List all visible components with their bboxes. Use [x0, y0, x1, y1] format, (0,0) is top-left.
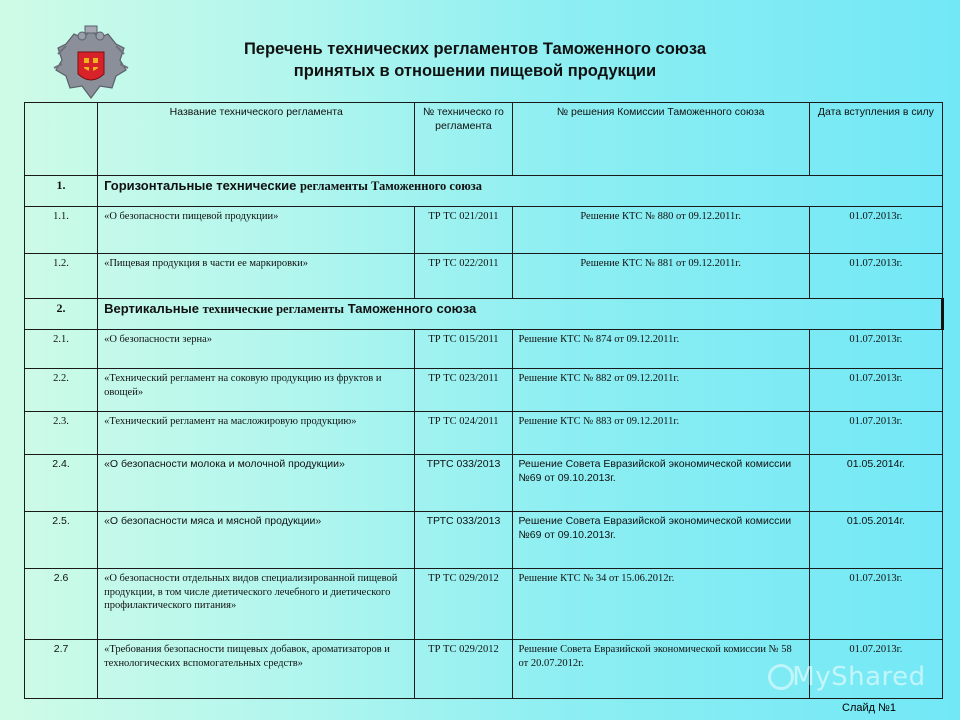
row-tr: ТР ТС 029/2012: [415, 640, 512, 699]
row-num: 2.5.: [25, 512, 98, 569]
table-header-row: [25, 103, 943, 176]
section-row-horizontal: [25, 176, 943, 207]
row-num: 2.4.: [25, 455, 98, 512]
row-num: 1.2.: [25, 254, 98, 299]
table-row: [25, 512, 943, 569]
row-tr: ТРТС 033/2013: [415, 512, 512, 569]
row-decision: Решение Совета Евразийской экономической комиссии №69 от 09.10.2013г.: [512, 512, 809, 569]
page-title: [150, 38, 800, 82]
row-decision: Решение КТС № 874 от 09.12.2011г.: [512, 330, 809, 369]
row-decision: Решение КТС № 883 от 09.12.2011г.: [512, 412, 809, 455]
table-row: [25, 569, 943, 640]
header-num-cell: [25, 103, 98, 176]
row-decision: Решение КТС № 882 от 09.12.2011г.: [512, 369, 809, 412]
row-date: 01.07.2013г.: [809, 330, 942, 369]
title-line-2: принятых в отношении пищевой продукции: [293, 62, 657, 80]
row-date: 01.07.2013г.: [809, 207, 942, 254]
watermark-text: MyShared: [792, 662, 926, 692]
row-tr: ТР ТС 022/2011: [415, 254, 512, 299]
row-num: 2.3.: [25, 412, 98, 455]
row-tr: ТР ТС 024/2011: [415, 412, 512, 455]
row-name: «Требования безопасности пищевых добавок, ароматизаторов и технологических вспомогательных средств»: [98, 640, 415, 699]
row-name: «Технический регламент на масложировую продукцию»: [98, 412, 415, 455]
section-title: [98, 299, 943, 330]
table-row: [25, 330, 943, 369]
section-row-vertical: [25, 299, 943, 330]
row-date: 01.07.2013г.: [809, 412, 942, 455]
section-title-mid: технические регламенты: [202, 302, 345, 316]
section-num: 2.: [25, 299, 98, 330]
table-row: [25, 455, 943, 512]
row-decision: Решение КТС № 34 от 15.06.2012г.: [512, 569, 809, 640]
row-num: 2.1.: [25, 330, 98, 369]
header-name: Название технического регламента: [98, 103, 415, 176]
row-name: «О безопасности отдельных видов специализированной пищевой продукции, в том числе диетического лечебного и диетического профилактического питания»: [98, 569, 415, 640]
row-decision: Решение Совета Евразийской экономической комиссии № 58 от 20.07.2012г.: [512, 640, 809, 699]
row-tr: ТР ТС 029/2012: [415, 569, 512, 640]
regulations-table: [24, 102, 944, 699]
watermark: [766, 662, 926, 692]
row-date: 01.07.2013г.: [809, 254, 942, 299]
row-name: «О безопасности пищевой продукции»: [98, 207, 415, 254]
row-date: 01.07.2013г.: [809, 640, 942, 699]
table-row: [25, 254, 943, 299]
row-name: «О безопасности мяса и мясной продукции»: [98, 512, 415, 569]
table-row: [25, 207, 943, 254]
section-title-main: Горизонтальные технические: [104, 178, 297, 193]
table-row: [25, 412, 943, 455]
row-date: 01.07.2013г.: [809, 369, 942, 412]
header-tr-num: № техническо го регламента: [415, 103, 512, 176]
row-decision: Решение Совета Евразийской экономической комиссии №69 от 09.10.2013г.: [512, 455, 809, 512]
section-title-rest: регламенты Таможенного союза: [299, 179, 483, 193]
row-decision: Решение КТС № 880 от 09.12.2011г.: [512, 207, 809, 254]
row-date: 01.05.2014г.: [809, 512, 942, 569]
row-name: «Технический регламент на соковую продукцию из фруктов и овощей»: [98, 369, 415, 412]
row-num: 2.2.: [25, 369, 98, 412]
row-decision: Решение КТС № 881 от 09.12.2011г.: [512, 254, 809, 299]
table-row: [25, 369, 943, 412]
row-tr: ТР ТС 015/2011: [415, 330, 512, 369]
row-num: 2.7: [25, 640, 98, 699]
row-num: 1.1.: [25, 207, 98, 254]
slide-number: Слайд №1: [842, 702, 897, 714]
row-tr: ТР ТС 021/2011: [415, 207, 512, 254]
row-date: 01.05.2014г.: [809, 455, 942, 512]
section-num: 1.: [25, 176, 98, 207]
row-tr: ТРТС 033/2013: [415, 455, 512, 512]
header-decision: № решения Комиссии Таможенного союза: [512, 103, 809, 176]
emblem-icon: [52, 24, 130, 104]
row-name: «Пищевая продукция в части ее маркировки»: [98, 254, 415, 299]
section-title-rest: Таможенного союза: [347, 301, 477, 316]
section-title: [98, 176, 943, 207]
header-date: Дата вступления в силу: [809, 103, 942, 176]
section-title-main: Вертикальные: [104, 301, 199, 316]
row-name: «О безопасности молока и молочной продукции»: [98, 455, 415, 512]
row-num: 2.6: [25, 569, 98, 640]
row-date: 01.07.2013г.: [809, 569, 942, 640]
row-name: «О безопасности зерна»: [98, 330, 415, 369]
title-line-1: Перечень технических регламентов Таможенного союза: [243, 40, 707, 58]
row-tr: ТР ТС 023/2011: [415, 369, 512, 412]
